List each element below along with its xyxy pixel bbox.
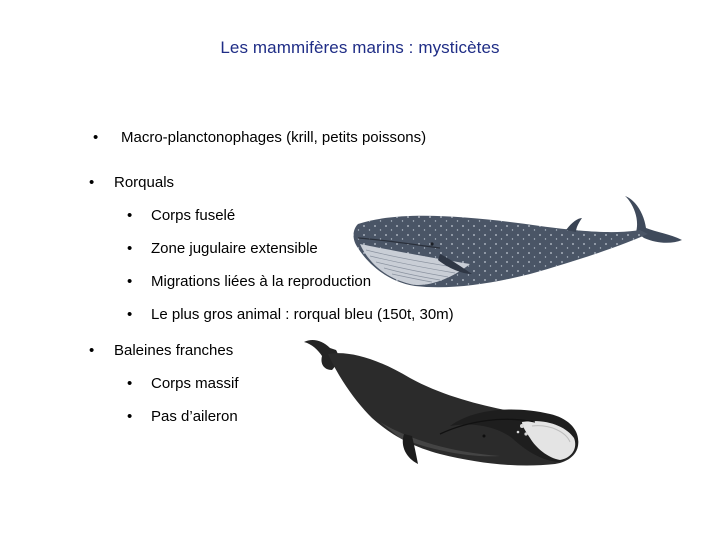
bullet-icon: •	[127, 240, 133, 257]
right-whale-illustration	[300, 330, 585, 472]
list-item-text: Migrations liées à la reproduction	[151, 273, 372, 290]
slide-title: Les mammifères marins : mysticètes	[220, 38, 500, 57]
list-item-text: Baleines franches	[114, 342, 234, 359]
list-item-text: Zone jugulaire extensible	[151, 240, 318, 257]
list-item-text: Macro-planctonophages (krill, petits poissons)	[121, 129, 427, 146]
bullet-icon: •	[127, 273, 133, 290]
bullet-icon: •	[127, 408, 133, 425]
list-item-text: Rorquals	[114, 174, 175, 191]
list-item-text: Corps massif	[151, 375, 239, 392]
bullet-icon: •	[127, 375, 133, 392]
list-item-text: Pas d’aileron	[151, 408, 238, 425]
blue-whale-illustration	[340, 188, 685, 303]
bullet-icon: •	[89, 174, 95, 191]
bullet-icon: •	[127, 306, 133, 323]
bullet-icon: •	[127, 207, 133, 224]
list-item-text: Le plus gros animal : rorqual bleu (150t, 30m)	[151, 306, 454, 323]
bullet-icon: •	[93, 129, 99, 146]
bullet-icon: •	[89, 342, 95, 359]
list-item-text: Corps fuselé	[151, 207, 236, 224]
